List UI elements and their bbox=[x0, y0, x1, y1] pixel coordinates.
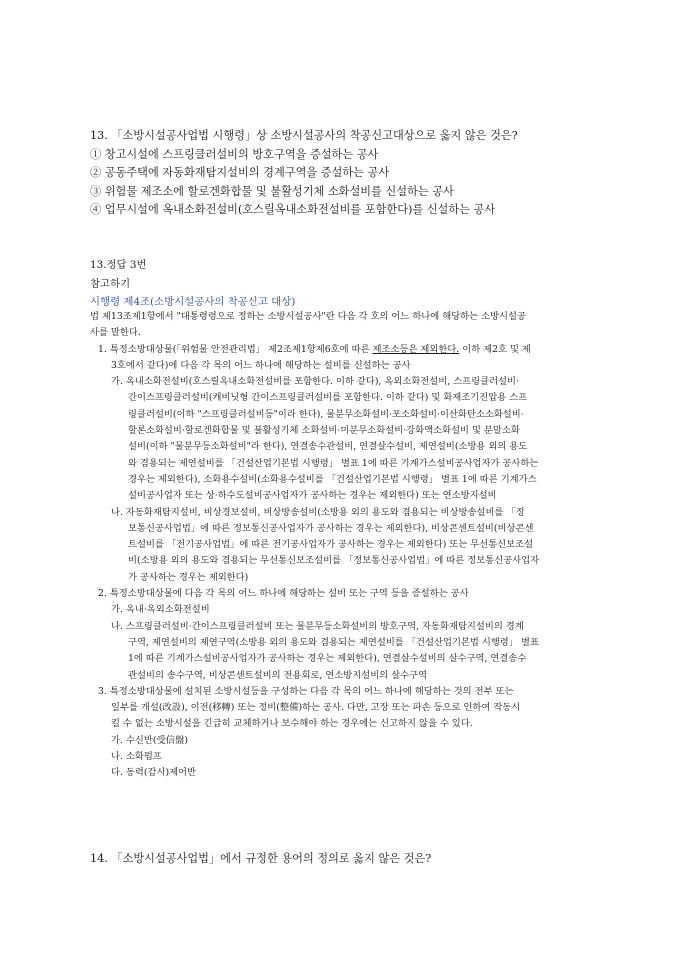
ref-line: 3호에서 같다)에 다음 각 목의 어느 하나에 해당하는 설비를 신설하는 공사 bbox=[111, 359, 411, 371]
reference-label: 참고하기 bbox=[90, 278, 131, 290]
ref-line: 1에 따른 기계가스설비공사업자가 공사하는 경우는 제외한다), 연결살수설비의 살수구역, 연결송수 bbox=[128, 653, 527, 665]
ref-item-1-underlined: 제조소등은 제외한다. bbox=[372, 343, 460, 355]
question-13 bbox=[90, 127, 610, 220]
ref-line: 보통신공사업법」에 따른 정보통신공사업자가 공사하는 경우는 제외한다), 비상콘센트설비(비상콘센 bbox=[128, 522, 534, 534]
ref-line: 트설비를 「전기공사업법」에 따른 전기공사업자가 공사하는 경우는 제외한다) 또는 무선통신보조설 bbox=[128, 539, 534, 551]
ref-line: 관설비의 송수구역, 비상콘센트설비의 전용회로, 연소방지설비의 살수구역 bbox=[128, 669, 428, 681]
ref-line: 와 겸용되는 제연설비를 「건설산업기본법 시행령」 별표 1에 따른 기계가스설비공사업자가 공사하는 bbox=[128, 457, 539, 469]
question-14-text: 14. 「소방시설공사업법」에서 규정한 용어의 정의로 옳지 않은 것은? bbox=[90, 852, 432, 865]
question-13-text: 13. 「소방시설공사업법 시행령」상 소방시설공사의 착공신고대상으로 옳지 않은 것은? bbox=[90, 129, 518, 142]
ref-line: 설비공사업자 또는 상·하수도설비공사업자가 공사하는 경우는 제외한다) 또는 연소방지설비 bbox=[128, 490, 497, 502]
ref-line: 나. 소화펌프 bbox=[111, 751, 162, 763]
ref-line: 간이스프링클러설비(캐비닛형 간이스프링클러설비를 포함한다. 이하 같다) 및 화재조기진압용 스프 bbox=[128, 392, 528, 404]
ref-item-3: 3. 특정소방대상물에 설치된 소방시설등을 구성하는 다음 각 목의 어느 하나에 해당하는 것의 전부 또는 bbox=[98, 685, 514, 697]
answer-line: 13.정답 3번 bbox=[90, 259, 147, 271]
ref-line: 일부를 개설(改設), 이전(移轉) 또는 정비(整備)하는 공사. 다만, 고장 또는 파손 등으로 인하여 작동시 bbox=[111, 702, 521, 714]
ref-line: 구역, 제연설비의 제연구역(소방용 외의 용도와 겸용되는 제연설비를 「건설산업기본법 시행령」 별표 bbox=[128, 636, 540, 648]
ref-item-2: 2. 특정소방대상물에 다음 각 목의 어느 하나에 해당하는 설비 또는 구역 등을 증설하는 공사 bbox=[98, 588, 469, 600]
ref-line: 가 공사하는 경우는 제외한다) bbox=[128, 571, 249, 583]
ref-line: 가. 옥내소화전설비(호스릴옥내소화전설비를 포함한다. 이하 같다), 옥외소화전설비, 스프링클러설비· bbox=[111, 376, 519, 388]
ref-line: 킬 수 없는 소방시설을 긴급히 교체하거나 보수해야 하는 경우에는 신고하지 않을 수 있다. bbox=[111, 718, 473, 730]
ref-line: 링클러설비(이하 "스프링클러설비등"이라 한다), 물분무소화설비·포소화설비·이산화탄소소화설비· bbox=[128, 408, 524, 420]
ref-item-1 bbox=[90, 342, 590, 358]
article-title: 시행령 제4조(소방시설공사의 착공신고 대상) bbox=[90, 296, 296, 308]
ref-line: 할론소화설비·할로겐화합물 및 불활성기체 소화설비·미분무소화설비·강화액소화설비 및 분말소화 bbox=[128, 425, 520, 437]
option-4: ④ 업무시설에 옥내소화전설비(호스릴옥내소화전설비를 포함한다)를 신설하는 공사 bbox=[90, 203, 496, 216]
option-2: ② 공동주택에 자동화재탐지설비의 경계구역을 증설하는 공사 bbox=[90, 166, 390, 179]
ref-line: 설비(이하 "물분무등소화설비"라 한다), 연결송수관설비, 연결살수설비, 제연설비(소방용 외의 용도 bbox=[128, 441, 528, 453]
option-3: ③ 위험물 제조소에 할로겐화합물 및 불활성기체 소화설비를 신설하는 공사 bbox=[90, 184, 454, 198]
question-14 bbox=[90, 850, 610, 869]
ref-line: 가. 옥내·옥외소화전설비 bbox=[111, 604, 210, 616]
ref-item-1-a: 1. 특정소방대상물(「위험물 안전관리법」 제2조제1항제6호에 따른 bbox=[98, 343, 373, 355]
ref-item-1-b: 이하 제2호 및 제 bbox=[459, 343, 531, 355]
ref-line: 법 제13조제1항에서 "대통령령으로 정하는 소방시설공사"란 다음 각 호의 어느 하나에 해당하는 소방시설공 bbox=[90, 311, 526, 322]
ref-line: 사를 말한다. bbox=[90, 327, 141, 339]
ref-line: 경우는 제외한다), 소화용수설비(소화용수설비를 「건설산업기본법 시행령」 별표 1에 따른 기계가스 bbox=[128, 473, 537, 485]
ref-line: 다. 동력(감시)제어반 bbox=[111, 767, 197, 779]
ref-line: 비(소방용 외의 용도와 겸용되는 무선통신보조설비를 「정보통신공사업법」에 따른 정보통신공사업자 bbox=[128, 555, 540, 567]
reference-text bbox=[90, 309, 590, 782]
ref-line: 가. 수신반(受信盤) bbox=[111, 734, 188, 746]
ref-line: 나. 스프링클러설비·간이스프링클러설비 또는 물분무등소화설비의 방호구역, 자동화재탐지설비의 경계 bbox=[111, 620, 524, 632]
option-1: ① 창고시설에 스프링클러설비의 방호구역을 증설하는 공사 bbox=[90, 147, 379, 161]
ref-line: 나. 자동화재탐지설비, 비상경보설비, 비상방송설비(소방용 외의 용도와 겸용되는 비상방송설비를 「정 bbox=[111, 506, 525, 518]
